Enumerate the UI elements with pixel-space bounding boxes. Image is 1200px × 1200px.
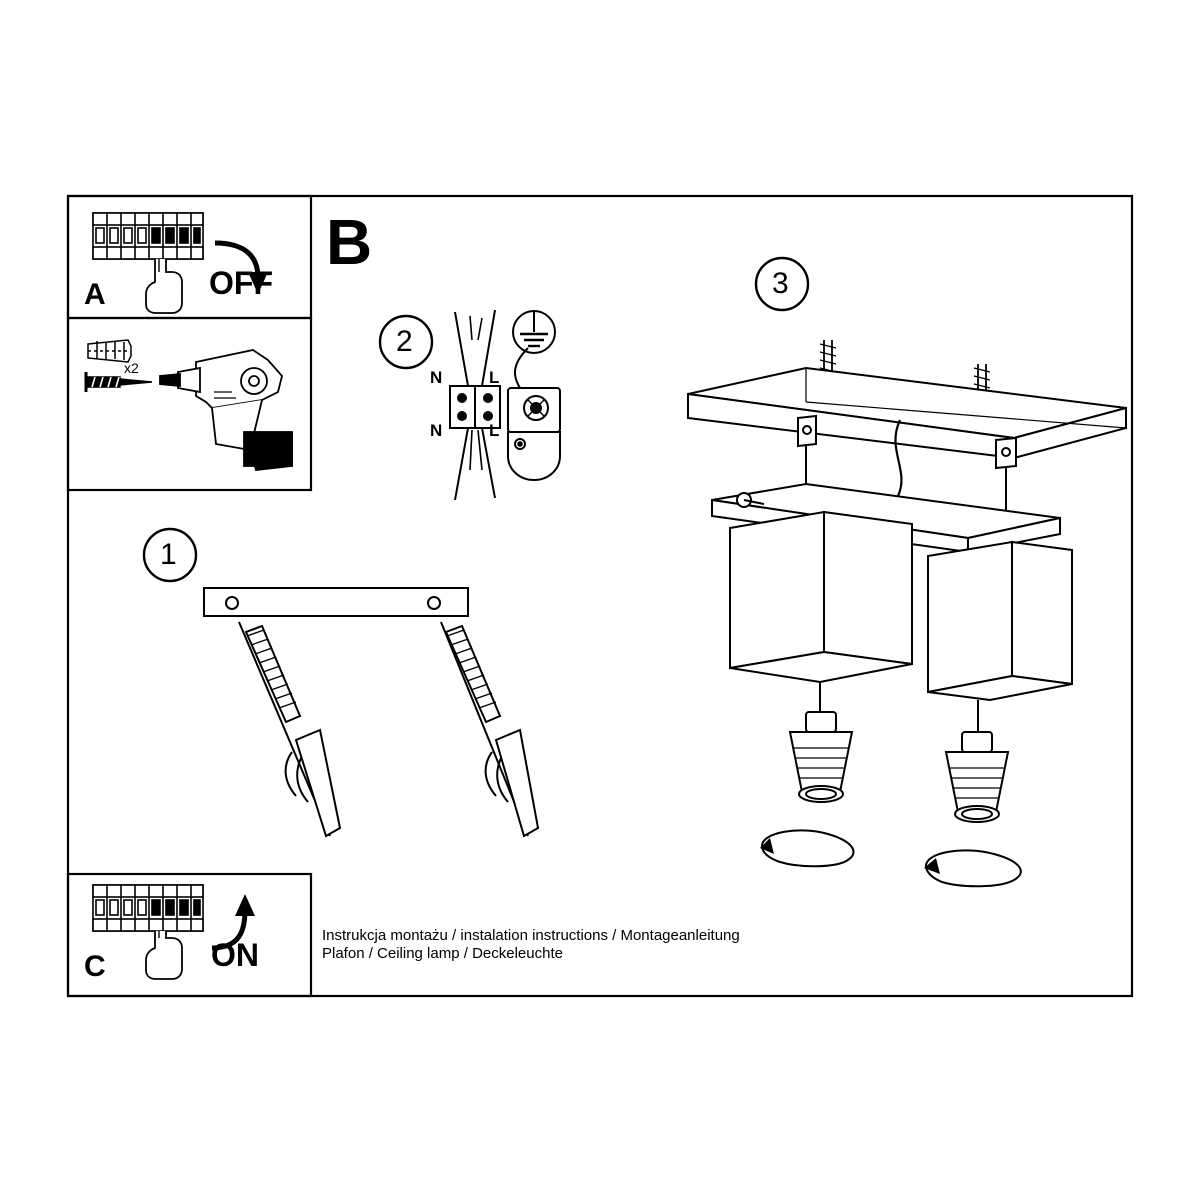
- step-1-number: 1: [160, 538, 177, 571]
- ceiling-lamp-assembly-icon: [688, 340, 1126, 822]
- power-drill-icon: [160, 350, 292, 470]
- rotation-ellipse-icon-right: [924, 850, 1021, 886]
- panel-a-action-label: OFF: [209, 265, 273, 301]
- caption-line-1: Instrukcja montażu / instalation instructions / Montageanleitung: [322, 927, 740, 944]
- terminal-label-n-top: N: [430, 368, 443, 387]
- step-2-number: 2: [396, 325, 413, 358]
- terminal-label-n-bottom: N: [430, 421, 443, 440]
- breaker-on-graphic: [93, 885, 203, 931]
- terminal-label-l-top: L: [489, 368, 500, 387]
- mounting-plate-with-screws-icon: [204, 588, 538, 836]
- step-3-number: 3: [772, 267, 789, 300]
- wall-plug-icon: [88, 340, 131, 362]
- hand-pointing-icon-c: [146, 931, 182, 979]
- screw-icon: [86, 372, 152, 392]
- wall-plug-quantity-label: x2: [124, 360, 139, 376]
- hand-pointing-icon-a: [146, 259, 182, 313]
- terminal-label-l-bottom: L: [489, 421, 500, 440]
- panel-c-letter: C: [84, 950, 106, 983]
- rotation-ellipse-icon-left: [760, 830, 854, 866]
- section-letter-b: B: [326, 206, 373, 278]
- panel-c-action-label: ON: [211, 937, 259, 973]
- wiring-graphic: [450, 310, 560, 500]
- panel-a-letter: A: [84, 278, 106, 311]
- breaker-off-graphic: [93, 213, 203, 259]
- caption-line-2: Plafon / Ceiling lamp / Deckeleuchte: [322, 945, 563, 962]
